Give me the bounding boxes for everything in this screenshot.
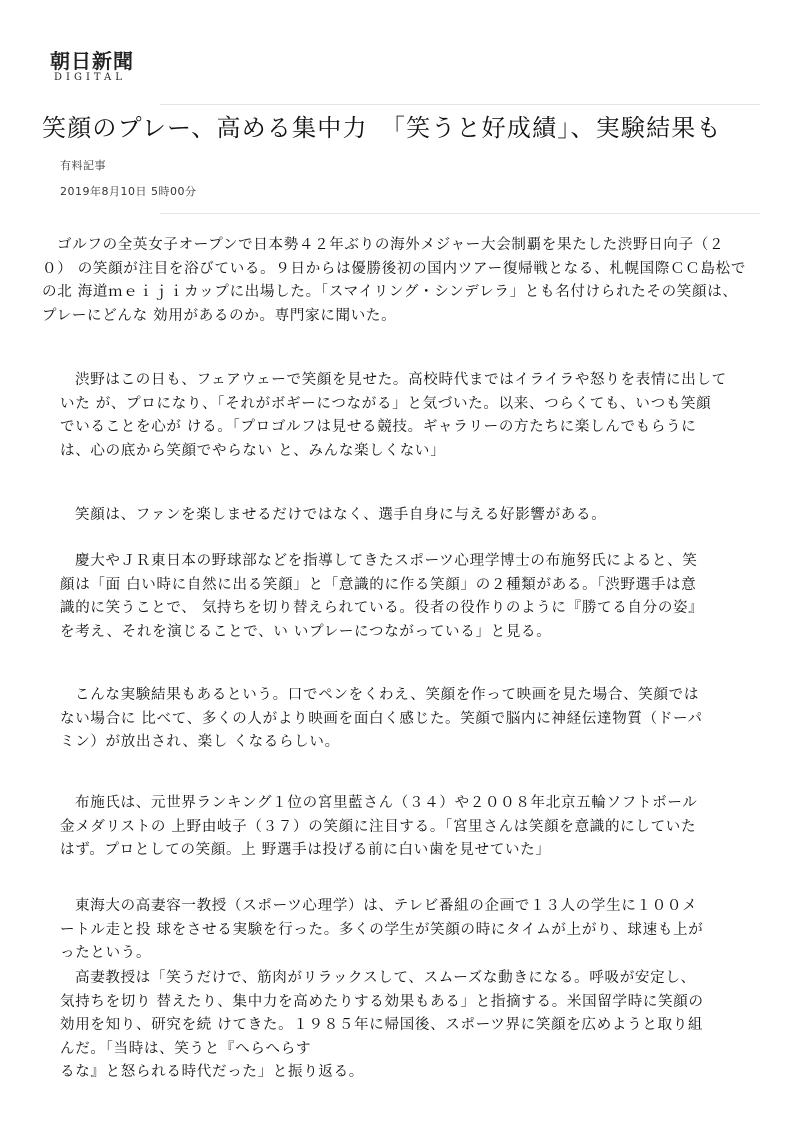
paragraph-line: いた が、プロになり、「それがボギーにつながる」と気づいた。以来、つらくても、いつも笑顔 [60, 395, 712, 412]
paragraph-line: は、心の底から笑顔でやらない と、みんな楽しくない」 [60, 442, 446, 459]
paragraph-8 [60, 967, 760, 1085]
paid-article-label: 有料記事 [60, 159, 106, 172]
paragraph-line: んだ。「当時は、笑うと『へらへらす [60, 1040, 312, 1057]
paragraph-line: 高妻教授は「笑うだけで、筋肉がリラックスして、スムーズな動きになる。呼吸が安定し、 [75, 970, 696, 986]
paragraph-line: 慶大やＪＲ東日本の野球部などを指導してきたスポーツ心理学博士の布施努氏によると、笑 [75, 553, 698, 569]
paragraph-line: を考え、それを演じることで、い いプレーにつながっている」と見る。 [60, 623, 552, 640]
paragraph-7 [60, 895, 760, 966]
paragraph-line: 東海大の高妻容一教授（スポーツ心理学）は、テレビ番組の企画で１３人の学生に１００メ [75, 898, 698, 914]
paragraph-line: ０） の笑顔が注目を浴びている。９日からは優勝後初の国内ツアー復帰戦となる、札幌国際ＣＣ島松で [42, 260, 747, 277]
paragraph-line: ミン）が放出され、楽し くなるらしい。 [60, 734, 340, 750]
paragraph-line: プレーにどんな 効用があるのか。専門家に聞いた。 [42, 307, 397, 324]
paragraph-line: 渋野はこの日も、フェアウェーで笑顔を見せた。高校時代まではイライラや怒りを表情に出して [75, 372, 727, 388]
paragraph-line: の北 海道ｍｅｉｊｉカップに出場した。「スマイリング・シンデレラ」とも名付けられたその笑顔は、 [42, 284, 738, 300]
paragraph-line: 効用を知り、研究を続 けてきた。１９８５年に帰国後、スポーツ界に笑顔を広めようと取り組 [60, 1017, 704, 1033]
paragraph-line: るな』と怒られる時代だった」と振り返る。 [60, 1064, 364, 1080]
paragraph-line: 識的に笑うことで、 気持ちを切り替えられている。役者の役作りのように『勝てる自分の姿』 [60, 600, 704, 616]
paragraph-line: 気持ちを切り 替えたり、集中力を高めたりする効果もある」と指摘する。米国留学時に笑顔の [60, 993, 704, 1010]
paragraph-4 [60, 550, 760, 644]
paragraph-5 [60, 684, 760, 755]
paragraph-2 [60, 369, 760, 463]
article-title: 笑顔のプレー、高める集中力 「笑うと好成績」、実験結果も [42, 114, 722, 142]
site-logo[interactable] [50, 50, 160, 84]
logo-wordmark: 朝日新聞 [50, 49, 134, 73]
paragraph-line: 金メダリストの 上野由岐子（３７）の笑顔に注目する。「宮里さんは笑顔を意識的にしていた [60, 818, 697, 835]
header-divider [160, 104, 760, 105]
logo-subtitle: DIGITAL [54, 72, 126, 83]
paragraph-line: ない場合に 比べて、多くの人がより映画を面白く感じた。笑顔で脳内に神経伝達物質（ドーパ [60, 710, 703, 727]
paragraph-line: 笑顔は、ファンを楽しませるだけではなく、選手自身に与える好影響がある。 [75, 507, 607, 523]
meta-divider [160, 213, 760, 214]
paragraph-line: ートル走と投 球をさせる実験を行った。多くの学生が笑顔の時にタイムが上がり、球速も上が [60, 921, 704, 938]
paragraph-line: ったという。 [60, 945, 152, 961]
paragraph-line: でいることを心が ける。「プロゴルフは見せる競技。ギャラリーの方たちに楽しんでもらうに [60, 419, 697, 435]
paragraph-line: こんな実験結果もあるという。口でペンをくわえ、笑顔を作って映画を見た場合、笑顔では [75, 687, 700, 703]
publish-date: 2019年8月10日 5時00分 [60, 185, 197, 198]
paragraph-1 [42, 234, 772, 328]
paragraph-line: 布施氏は、元世界ランキング１位の宮里藍さん（３４）や２００８年北京五輪ソフトボール [75, 795, 698, 811]
paragraph-3 [60, 504, 760, 528]
paragraph-line: はず。プロとしての笑顔。上 野選手は投げる前に白い歯を見せていた」 [60, 842, 551, 858]
paragraph-6 [60, 792, 760, 863]
paragraph-line: ゴルフの全英女子オープンで日本勢４２年ぶりの海外メジャー大会制覇を果たした渋野日向子（２ [57, 237, 725, 253]
paragraph-line: 顔は「面 白い時に自然に出る笑顔」と「意識的に作る笑顔」の２種類がある。「渋野選手は意 [60, 576, 697, 593]
